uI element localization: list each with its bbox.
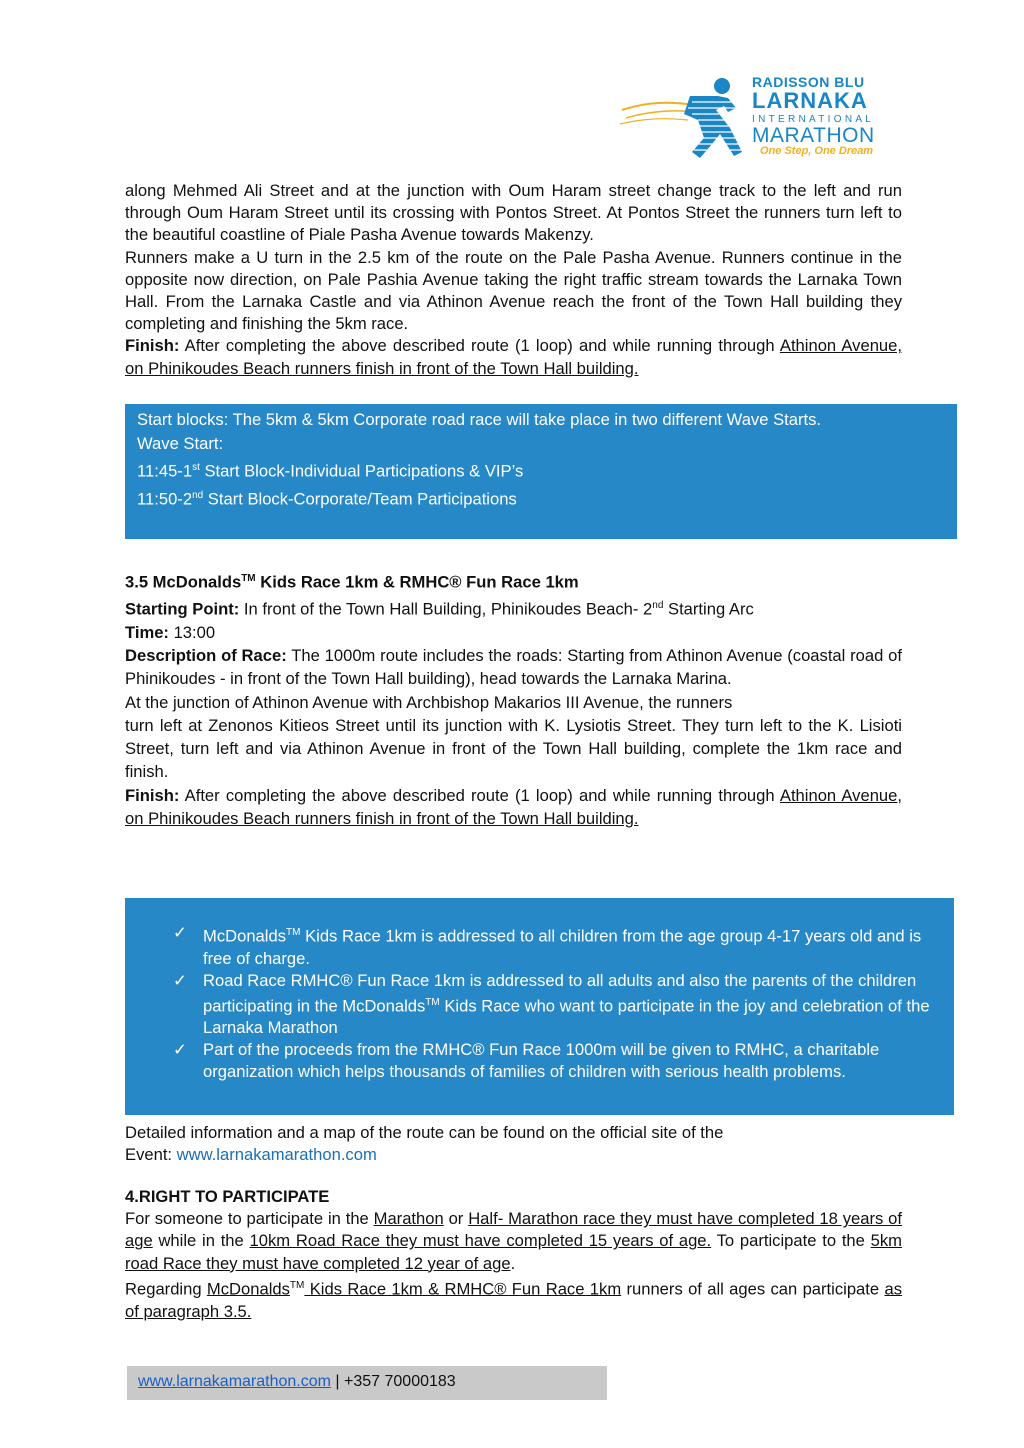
footer-website-link[interactable]: www.larnakamarathon.com xyxy=(138,1373,331,1390)
right-to-participate-section xyxy=(125,1186,902,1323)
finish-label: Finish: xyxy=(125,336,180,356)
start-blocks-box xyxy=(125,404,957,539)
kids-description-2b: turn left at Zenonos Kitieos Street until its junction with K. Lysiotis Street. They turn left to the K. Lisioti Street, turn left and via Athinon Avenue in front of the Town Hall building, complete the 1km race and finish. xyxy=(125,715,902,782)
route-5k-text xyxy=(125,180,902,380)
footer-phone: +357 70000183 xyxy=(344,1373,456,1390)
logo-tagline: One Step, One Dream xyxy=(760,145,874,157)
start-blocks-line-1: Start blocks: The 5km & 5km Corporate road race will take place in two different Wave Starts. xyxy=(137,410,822,429)
logo-line-1: RADISSON BLU xyxy=(752,74,865,90)
section-4-heading: 4.RIGHT TO PARTICIPATE xyxy=(125,1187,330,1206)
start-blocks-line-2: Wave Start: xyxy=(137,434,224,453)
kids-race-heading: 3.5 McDonalds™ Kids Race 1km & RMHC® Fun Race 1km xyxy=(125,572,579,592)
start-blocks-line-4: 11:50-2nd Start Block-Corporate/Team Participations xyxy=(137,489,517,509)
check-icon: ✓ xyxy=(173,923,187,942)
kids-description-2a: At the junction of Athinon Avenue with Archbishop Makarios III Avenue, the runners xyxy=(125,692,733,712)
list-item: ✓ Part of the proceeds from the RMHC® Fun Race 1000m will be given to RMHC, a charitable organization which helps thousands of families of children with serious health problems. xyxy=(173,1040,880,1082)
check-icon: ✓ xyxy=(173,1040,187,1060)
route-5k-finish xyxy=(125,335,902,379)
kids-info-box xyxy=(125,898,954,1115)
logo-line-4: MARATHON xyxy=(752,124,875,147)
marathon-logo xyxy=(618,68,888,163)
kids-race-section xyxy=(125,567,902,830)
finish-underlined: Athinon Avenue, on Phinikoudes Beach runners finish in front of the Town Hall building. xyxy=(125,336,902,378)
runner-logo-icon xyxy=(618,68,768,163)
route-5k-paragraph-2: Runners make a U turn in the 2.5 km of the route on the Pale Pasha Avenue. Runners continue in the opposite now direction, on Pale Pashia Avenue taking the right traffic stream towards the Larnaka Town Hall. From the Larnaka Castle and via Athinon Avenue reach the front of the Town Hall building they completing and finishing the 5km race. xyxy=(125,247,902,334)
footer-separator: | xyxy=(330,1373,345,1390)
logo-line-3: INTERNATIONAL xyxy=(752,114,875,125)
kids-finish: Finish: After completing the above described route (1 loop) and while running through Athinon Avenue, on Phinikoudes Beach runners finish in front of the Town Hall building. xyxy=(125,785,902,829)
route-5k-paragraph-1: along Mehmed Ali Street and at the junction with Oum Haram street change track to the left and run through Oum Haram Street until its crossing with Pontos Street. At Pontos Street the runners turn left to the beautiful coastline of Piale Pasha Avenue towards Makenzy. xyxy=(125,181,902,245)
kids-description: Description of Race: The 1000m route includes the roads: Starting from Athinon Avenue (coastal road of Phinikoudes - in front of the Town Hall building), head towards the Larnaka Marina. xyxy=(125,645,902,689)
page-footer xyxy=(127,1366,607,1400)
list-item: ✓ McDonalds™ Kids Race 1km is addressed to all children from the age group 4-17 years old and is free of charge. xyxy=(173,923,922,968)
finish-text: After completing the above described route (1 loop) and while running through xyxy=(179,336,780,356)
start-blocks-line-3: 11:45-1st Start Block-Individual Participations & VIP’s xyxy=(137,461,524,481)
list-item: ✓ Road Race RMHC® Fun Race 1km is addressed to all adults and also the parents of the children participating in the McDonalds™ Kids Race who want to participate in the joy and celebration of the Larnaka Marathon xyxy=(173,970,930,1038)
section-4-paragraph-1: For someone to participate in the Marathon or Half- Marathon race they must have completed 18 years of age while in the 10km Road Race they must have completed 15 years of age. To participate to the 5km road Race they must have completed 12 year of age. xyxy=(125,1209,903,1273)
detailed-info-line-2: Event: www.larnakamarathon.com xyxy=(125,1145,377,1165)
detailed-info-line-1: Detailed information and a map of the route can be found on the official site of the xyxy=(125,1123,724,1142)
event-website-link[interactable]: www.larnakamarathon.com xyxy=(176,1145,377,1165)
kids-starting-point: Starting Point: In front of the Town Hall Building, Phinikoudes Beach- 2nd Starting Arc xyxy=(125,599,754,619)
section-4-paragraph-2: Regarding McDonalds™ Kids Race 1km & RMHC® Fun Race 1km runners of all ages can participate as of paragraph 3.5. xyxy=(125,1279,902,1321)
logo-line-2: LARNAKA xyxy=(752,88,868,113)
kids-time: Time: 13:00 xyxy=(125,622,216,642)
check-icon: ✓ xyxy=(173,970,187,990)
detailed-info xyxy=(125,1122,902,1166)
